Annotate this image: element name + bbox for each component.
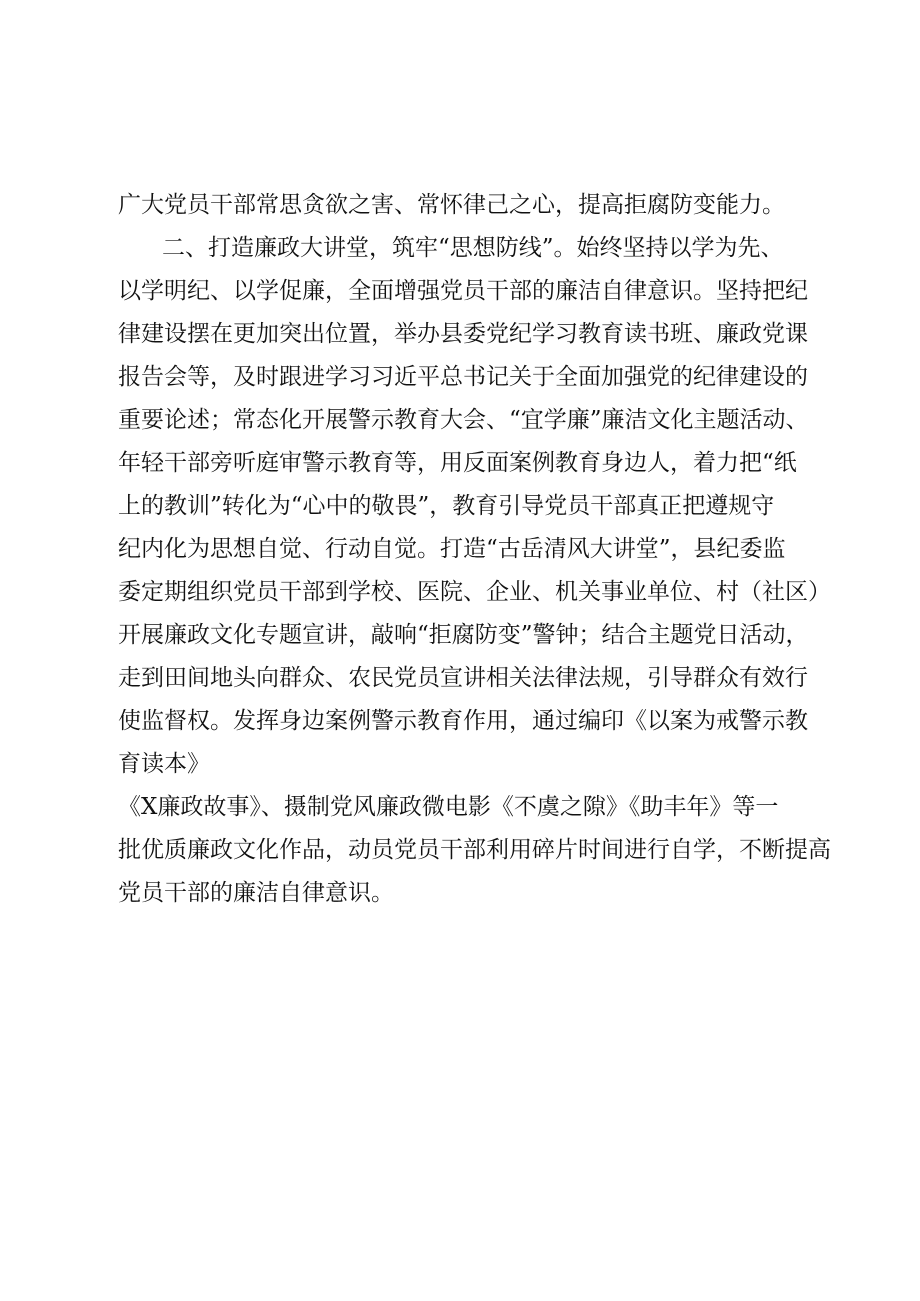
paragraph-line: 二、打造廉政大讲堂，筑牢“思想防线”。始终坚持以学为先、	[162, 235, 784, 261]
paragraph-line: 报告会等，及时跟进学习习近平总书记关于全面加强党的纪律建设的	[118, 364, 808, 390]
paragraph-line: 上的教训”转化为“心中的敬畏”，教育引导党员干部真正把遵规守	[118, 493, 775, 519]
paragraph-line: 年轻干部旁听庭审警示教育等，用反面案例教育身边人，着力把“纸	[118, 450, 797, 476]
paragraph-line: 批优质廉政文化作品，动员党员干部利用碎片时间进行自学，不断提高	[118, 837, 831, 863]
paragraph-line: 以学明纪、以学促廉，全面增强党员干部的廉洁自律意识。坚持把纪	[118, 278, 808, 304]
paragraph-line: 走到田间地头向群众、农民党员宣讲相关法律法规，引导群众有效行	[118, 665, 808, 691]
paragraph-line: 《X廉政故事》、摄制党风廉政微电影《不虞之隙》《助丰年》等一	[118, 794, 779, 820]
paragraph-line: 党员干部的廉洁自律意识。	[118, 880, 394, 906]
paragraph-line: 重要论述；常态化开展警示教育大会、“宜学廉”廉洁文化主题活动、	[118, 407, 809, 433]
paragraph-line: 育读本》	[118, 751, 210, 777]
paragraph-line: 纪内化为思想自觉、行动自觉。打造“古岳清风大讲堂”，县纪委监	[118, 536, 786, 562]
paragraph-line: 广大党员干部常思贪欲之害、常怀律己之心，提高拒腐防变能力。	[118, 192, 785, 218]
paragraph-line: 使监督权。发挥身边案例警示教育作用，通过编印《以案为戒警示教	[118, 708, 808, 734]
paragraph-line: 委定期组织党员干部到学校、医院、企业、机关事业单位、村（社区）	[118, 579, 831, 605]
paragraph-line: 律建设摆在更加突出位置，举办县委党纪学习教育读书班、廉政党课	[118, 321, 808, 347]
paragraph-line: 开展廉政文化专题宣讲，敲响“拒腐防变”警钟；结合主题党日活动，	[118, 622, 809, 648]
